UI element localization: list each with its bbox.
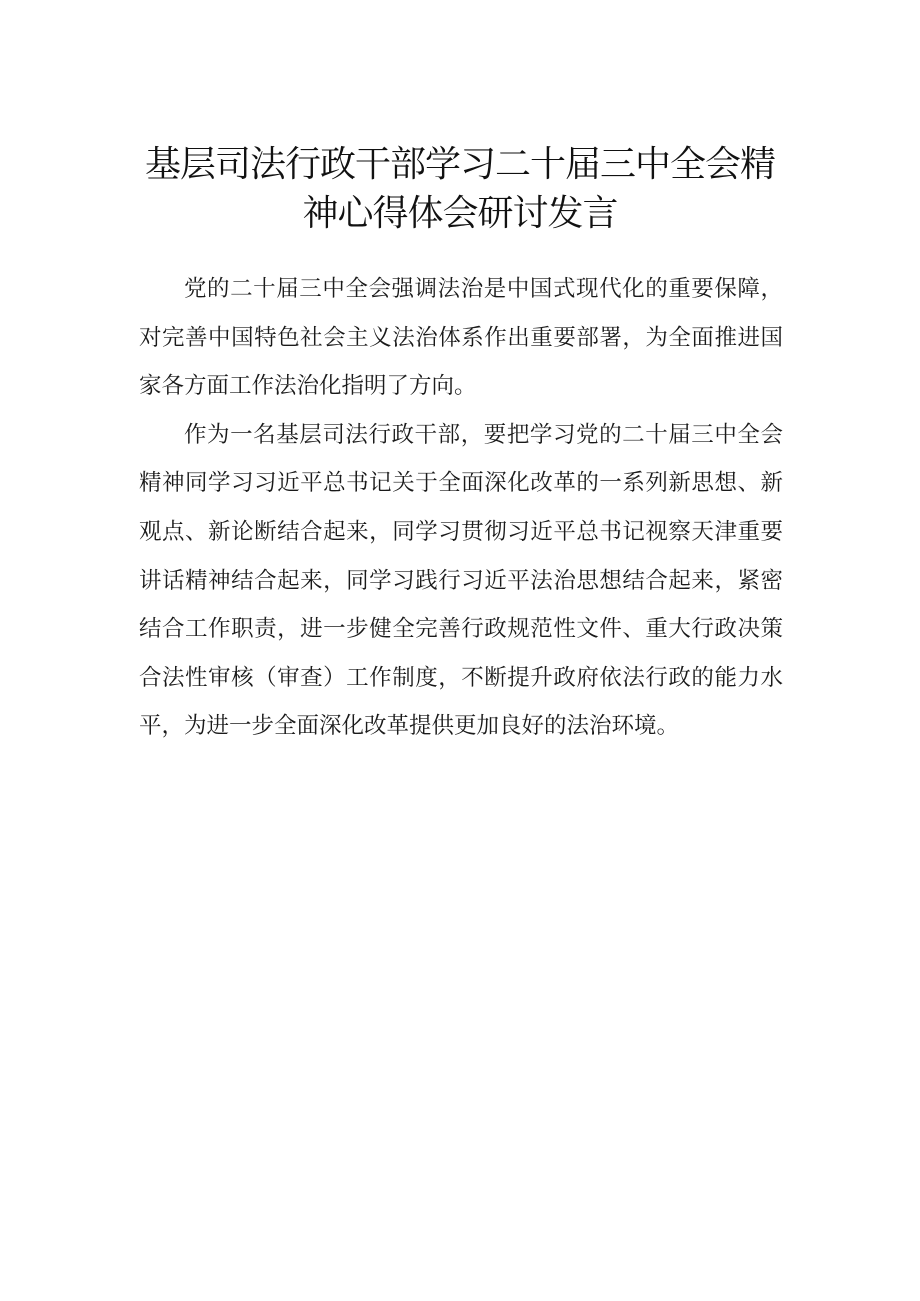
document-title [0,140,920,238]
paragraph-1: 党的二十届三中全会强调法治是中国式现代化的重要保障，对完善中国特色社会主义法治体系作出重要部署，为全面推进国家各方面工作法治化指明了方向。 [139,276,783,400]
paragraph-2: 作为一名基层司法行政干部，要把学习党的二十届三中全会精神同学习习近平总书记关于全面深化改革的一系列新思想、新观点、新论断结合起来，同学习贯彻习近平总书记视察天津重要讲话精神结合起来，同学习践行习近平法治思想结合起来，紧密结合工作职责，进一步健全完善行政规范性文件、重大行政决策合法性审核（审查）工作制度，不断提升政府依法行政的能力水平，为进一步全面深化改革提供更加良好的法治环境。 [139,421,783,740]
document-body [139,265,783,751]
title-line-2: 神心得体会研讨发言 [302,193,618,234]
title-line-1: 基层司法行政干部学习二十届三中全会精 [144,144,775,185]
